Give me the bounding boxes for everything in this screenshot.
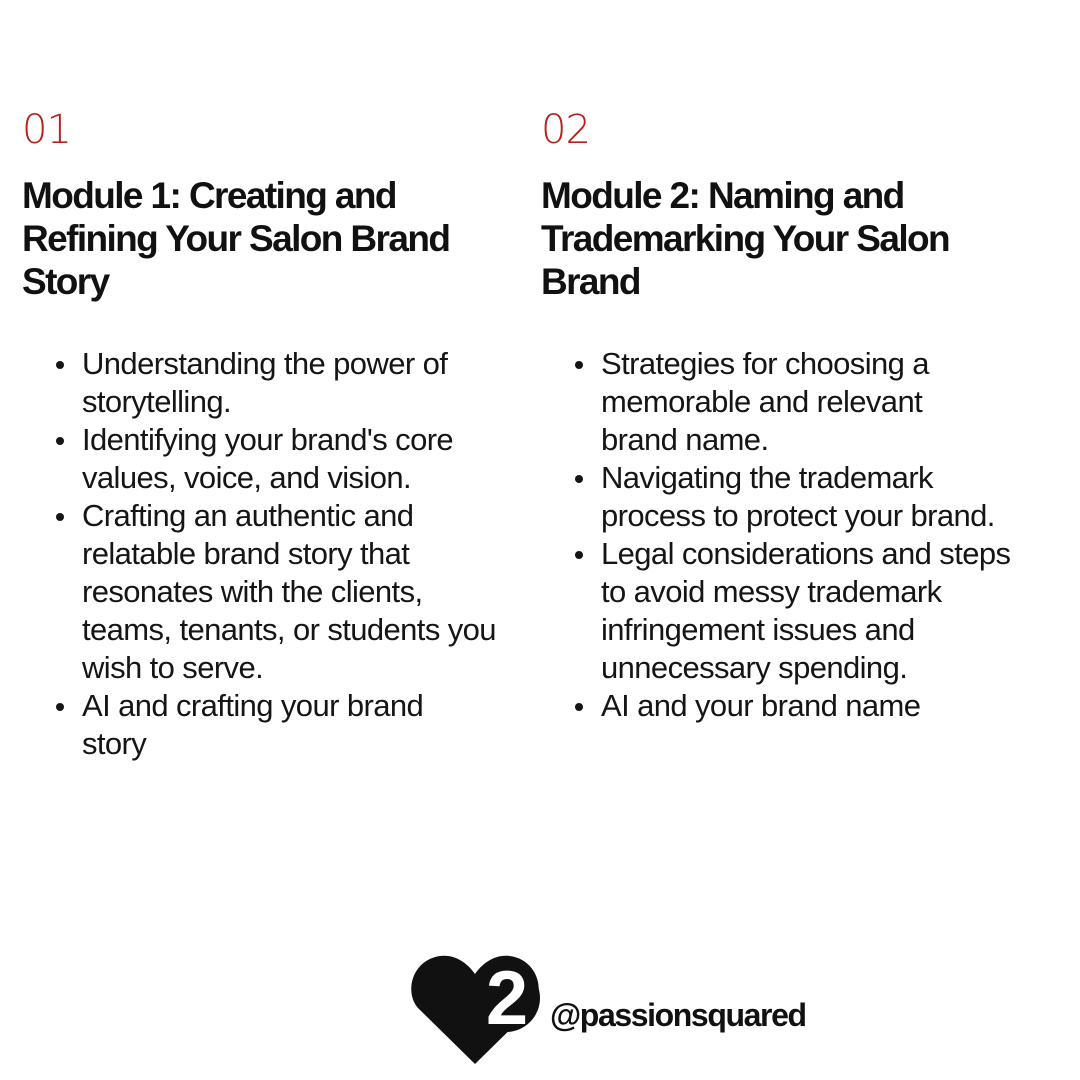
bullet-dot-icon [575,475,583,483]
module-2-number: 02 [541,107,590,153]
module-1-number: 01 [22,107,71,153]
bullet-line: brand name. [601,422,769,457]
module-2-bullet [541,535,1061,687]
bullet-line: infringement issues and [601,612,915,647]
module-2 [541,108,1061,725]
heart-two-logo-icon [410,952,540,1068]
bullet-line: relatable brand story that [82,536,410,571]
bullet-dot-icon [575,551,583,559]
bullet-line: AI and crafting your brand [82,688,424,723]
module-2-bullet [541,459,1061,535]
bullet-dot-icon [56,703,64,711]
bullet-line: teams, tenants, or students you [82,612,496,647]
logo-digit: 2 [485,956,529,1041]
module-1-bullet-list [22,345,522,763]
bullet-line: story [82,726,147,761]
bullet-line: process to protect your brand. [601,498,995,533]
bullet-dot-icon [575,361,583,369]
module-1-bullet [22,687,522,763]
module-2-bullet [541,345,1061,459]
module-1-title-line: Story [22,261,109,302]
bullet-line: unnecessary spending. [601,650,908,685]
bullet-line: to avoid messy trademark [601,574,942,609]
module-2-bullet [541,687,1061,725]
bullet-dot-icon [56,513,64,521]
module-2-title-line: Module 2: Naming and [541,175,904,216]
bullet-line: values, voice, and vision. [82,460,412,495]
bullet-line: Legal considerations and steps [601,536,1011,571]
bullet-line: wish to serve. [82,650,264,685]
bullet-dot-icon [56,361,64,369]
bullet-line: memorable and relevant [601,384,923,419]
module-2-title-line: Trademarking Your Salon [541,218,950,259]
module-1-bullet [22,421,522,497]
module-2-title-line: Brand [541,261,640,302]
bullet-line: Understanding the power of [82,346,448,381]
module-2-title [541,174,1061,303]
bullet-dot-icon [575,703,583,711]
bullet-line: Identifying your brand's core [82,422,454,457]
module-1-bullet [22,345,522,421]
module-1-bullet [22,497,522,687]
module-1-title-line: Module 1: Creating and [22,175,396,216]
bullet-line: resonates with the clients, [82,574,423,609]
module-1-title [22,174,522,303]
module-2-bullet-list [541,345,1061,725]
social-handle[interactable]: @passionsquared [550,997,806,1033]
bullet-line: Navigating the trademark [601,460,933,495]
module-1 [22,108,522,763]
bullet-line: storytelling. [82,384,231,419]
bullet-line: Crafting an authentic and [82,498,414,533]
brand-footer [410,952,830,1068]
bullet-line: Strategies for choosing a [601,346,929,381]
bullet-dot-icon [56,437,64,445]
bullet-line: AI and your brand name [601,688,921,723]
module-1-title-line: Refining Your Salon Brand [22,218,450,259]
